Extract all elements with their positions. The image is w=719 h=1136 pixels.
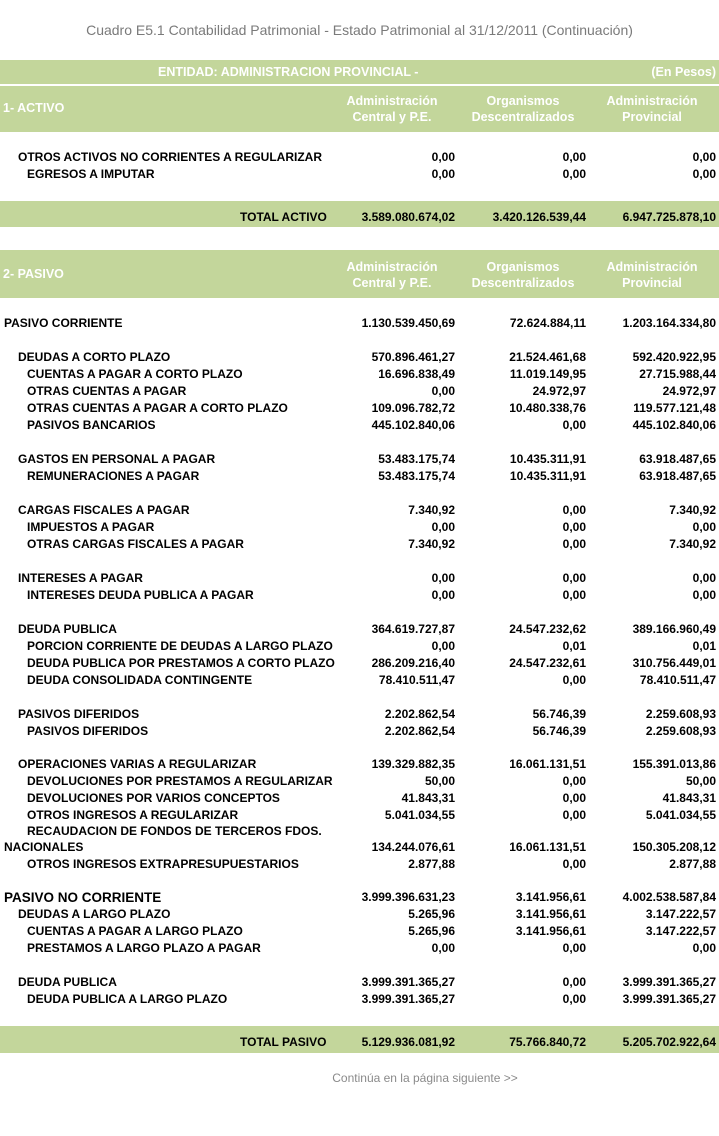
value-provincial: 0,00 (692, 167, 716, 181)
value-central: 41.843,31 (401, 791, 455, 805)
value-provincial: 3.147.222,57 (645, 924, 716, 938)
value-descentralizados: 0,00 (562, 537, 586, 551)
value-descentralizados: 24.972,97 (532, 384, 586, 398)
row-label: GASTOS EN PERSONAL A PAGAR (18, 452, 216, 466)
total-activo-provincial: 6.947.725.878,10 (622, 210, 716, 224)
value-provincial: 3.999.391.365,27 (622, 975, 716, 989)
value-provincial: 3.147.222,57 (645, 907, 716, 921)
table-row (0, 756, 719, 773)
table-row (0, 790, 719, 807)
value-central: 5.265,96 (408, 907, 455, 921)
row-label: PASIVOS BANCARIOS (27, 418, 156, 432)
value-descentralizados: 24.547.232,61 (509, 656, 586, 670)
value-provincial: 0,01 (692, 639, 716, 653)
value-provincial: 155.391.013,86 (632, 757, 716, 771)
activo-section-title: 1- ACTIVO (3, 101, 65, 115)
value-central: 50,00 (424, 774, 455, 788)
row-label: IMPUESTOS A PAGAR (27, 520, 155, 534)
table-row (0, 502, 719, 519)
row-label: OTROS INGRESOS A REGULARIZAR (27, 808, 239, 822)
table-row (0, 587, 719, 604)
value-provincial: 7.340,92 (669, 537, 716, 551)
value-descentralizados: 72.624.884,11 (509, 316, 586, 330)
column-header-central: Administración Central y P.E. (346, 260, 438, 290)
total-pasivo-central: 5.129.936.081,92 (361, 1035, 455, 1049)
value-central: 5.265,96 (408, 924, 455, 938)
table-row (0, 923, 719, 940)
value-provincial: 2.259.608,93 (645, 707, 716, 721)
table-row (0, 366, 719, 383)
row-label: DEUDA PUBLICA A LARGO PLAZO (27, 992, 228, 1006)
row-label: PASIVO NO CORRIENTE (4, 890, 162, 905)
total-pasivo-row (0, 1026, 719, 1053)
table-row (0, 839, 719, 856)
row-label: CUENTAS A PAGAR A CORTO PLAZO (27, 367, 243, 381)
value-provincial: 0,00 (692, 571, 716, 585)
value-provincial: 63.918.487,65 (639, 469, 716, 483)
value-central: 0,00 (431, 588, 455, 602)
value-descentralizados: 0,00 (562, 673, 586, 687)
value-central: 7.340,92 (408, 503, 455, 517)
pasivo-section-title: 2- PASIVO (3, 267, 64, 281)
value-central: 7.340,92 (408, 537, 455, 551)
value-descentralizados: 56.746,39 (532, 724, 586, 738)
value-central: 3.999.391.365,27 (361, 992, 455, 1006)
table-row (0, 906, 719, 923)
entity-name: ENTIDAD: ADMINISTRACION PROVINCIAL - (158, 65, 419, 79)
row-label: OTRAS CUENTAS A PAGAR A CORTO PLAZO (27, 401, 288, 415)
value-provincial: 7.340,92 (669, 503, 716, 517)
value-provincial: 0,00 (692, 150, 716, 164)
value-central: 53.483.175,74 (378, 469, 455, 483)
value-provincial: 389.166.960,49 (632, 622, 716, 636)
row-label: PASIVOS DIFERIDOS (18, 707, 140, 721)
table-row (0, 417, 719, 434)
value-provincial: 0,00 (692, 588, 716, 602)
value-provincial: 1.203.164.334,80 (622, 316, 716, 330)
table-row (0, 451, 719, 468)
table-row (0, 621, 719, 638)
value-provincial: 2.877,88 (669, 857, 716, 871)
table-row (0, 149, 719, 166)
value-descentralizados: 0,00 (562, 791, 586, 805)
total-activo-label: TOTAL ACTIVO (240, 210, 327, 224)
row-label: DEVOLUCIONES POR PRESTAMOS A REGULARIZAR (27, 774, 333, 788)
value-provincial: 5.041.034,55 (645, 808, 716, 822)
row-label: EGRESOS A IMPUTAR (27, 167, 155, 181)
row-label: INTERESES DEUDA PUBLICA A PAGAR (27, 588, 254, 602)
row-label: CUENTAS A PAGAR A LARGO PLAZO (27, 924, 243, 938)
total-activo-row (0, 201, 719, 227)
row-label: CARGAS FISCALES A PAGAR (18, 503, 190, 517)
value-descentralizados: 0,00 (562, 975, 586, 989)
value-central: 16.696.838,49 (378, 367, 455, 381)
row-label: DEVOLUCIONES POR VARIOS CONCEPTOS (27, 791, 280, 805)
table-row (0, 400, 719, 417)
table-row (0, 655, 719, 672)
entity-header-band (0, 60, 719, 84)
table-row (0, 807, 719, 824)
row-label: PORCION CORRIENTE DE DEUDAS A LARGO PLAZO (27, 639, 333, 653)
row-label: NACIONALES (4, 840, 84, 854)
row-label: PASIVO CORRIENTE (4, 316, 123, 330)
table-row (0, 383, 719, 400)
value-central: 139.329.882,35 (371, 757, 455, 771)
value-central: 570.896.461,27 (371, 350, 455, 364)
total-pasivo-descentralizados: 75.766.840,72 (509, 1035, 586, 1049)
value-descentralizados: 0,00 (562, 774, 586, 788)
row-label: REMUNERACIONES A PAGAR (27, 469, 200, 483)
row-label: OTRAS CARGAS FISCALES A PAGAR (27, 537, 244, 551)
table-row (0, 974, 719, 991)
value-central: 3.999.391.365,27 (361, 975, 455, 989)
table-row (0, 940, 719, 957)
value-provincial: 27.715.988,44 (639, 367, 716, 381)
row-label: INTERESES A PAGAR (18, 571, 143, 585)
value-provincial: 310.756.449,01 (632, 656, 716, 670)
value-provincial: 592.420.922,95 (632, 350, 716, 364)
value-provincial: 119.577.121,48 (633, 401, 716, 415)
value-central: 109.096.782,72 (371, 401, 455, 415)
pasivo-header-band (0, 250, 719, 298)
table-row (0, 723, 719, 740)
column-header-central: Administración Central y P.E. (346, 94, 438, 124)
value-central: 0,00 (431, 384, 455, 398)
table-row (0, 638, 719, 655)
value-central: 78.410.511,47 (378, 673, 455, 687)
row-label: RECAUDACION DE FONDOS DE TERCEROS FDOS. (27, 824, 322, 838)
value-descentralizados: 0,00 (562, 808, 586, 822)
total-pasivo-provincial: 5.205.702.922,64 (622, 1035, 716, 1049)
value-provincial: 50,00 (685, 774, 716, 788)
total-activo-descentralizados: 3.420.126.539,44 (492, 210, 586, 224)
value-descentralizados: 11.019.149,95 (509, 367, 586, 381)
value-descentralizados: 56.746,39 (532, 707, 586, 721)
table-row (0, 706, 719, 723)
value-central: 0,00 (431, 639, 455, 653)
value-central: 134.244.076,61 (371, 840, 455, 854)
value-central: 2.202.862,54 (384, 707, 455, 721)
value-provincial: 3.999.391.365,27 (622, 992, 716, 1006)
row-label: OTROS INGRESOS EXTRAPRESUPUESTARIOS (27, 857, 299, 871)
row-label: OTROS ACTIVOS NO CORRIENTES A REGULARIZAR (18, 150, 323, 164)
value-descentralizados: 3.141.956,61 (515, 890, 586, 904)
value-provincial: 78.410.511,47 (639, 673, 716, 687)
value-descentralizados: 0,00 (562, 167, 586, 181)
value-central: 286.209.216,40 (371, 656, 455, 670)
value-provincial: 0,00 (692, 941, 716, 955)
column-header-descentralizados: Organismos Descentralizados (471, 94, 575, 124)
value-descentralizados: 0,00 (562, 571, 586, 585)
table-row (0, 536, 719, 553)
value-descentralizados: 0,00 (562, 588, 586, 602)
value-provincial: 41.843,31 (662, 791, 716, 805)
value-provincial: 0,00 (692, 520, 716, 534)
currency-note: (En Pesos) (651, 65, 716, 79)
value-descentralizados: 3.141.956,61 (515, 907, 586, 921)
value-central: 3.999.396.631,23 (361, 890, 455, 904)
column-header-provincial: Administración Provincial (606, 94, 698, 124)
page-title: Cuadro E5.1 Contabilidad Patrimonial - Estado Patrimonial al 31/12/2011 (Continuación) (86, 22, 633, 38)
value-descentralizados: 0,00 (562, 150, 586, 164)
row-label: PRESTAMOS A LARGO PLAZO A PAGAR (27, 941, 261, 955)
value-central: 2.877,88 (408, 857, 455, 871)
value-descentralizados: 0,00 (562, 520, 586, 534)
value-descentralizados: 10.435.311,91 (509, 469, 586, 483)
column-header-provincial: Administración Provincial (606, 260, 698, 290)
row-label: OTRAS CUENTAS A PAGAR (27, 384, 187, 398)
value-descentralizados: 0,01 (562, 639, 586, 653)
activo-header-band (0, 86, 719, 132)
table-row (0, 823, 719, 840)
value-central: 2.202.862,54 (384, 724, 455, 738)
total-activo-central: 3.589.080.674,02 (361, 210, 455, 224)
table-row (0, 349, 719, 366)
row-label: DEUDA PUBLICA (18, 622, 117, 636)
value-central: 1.130.539.450,69 (361, 316, 455, 330)
row-label: DEUDAS A CORTO PLAZO (18, 350, 171, 364)
value-descentralizados: 24.547.232,62 (509, 622, 586, 636)
value-descentralizados: 16.061.131,51 (509, 840, 586, 854)
table-row (0, 856, 719, 873)
total-pasivo-label: TOTAL PASIVO (240, 1035, 327, 1049)
table-row (0, 570, 719, 587)
table-row (0, 991, 719, 1008)
value-provincial: 2.259.608,93 (645, 724, 716, 738)
row-label: PASIVOS DIFERIDOS (27, 724, 149, 738)
value-descentralizados: 0,00 (562, 857, 586, 871)
value-central: 0,00 (431, 150, 455, 164)
value-descentralizados: 3.141.956,61 (515, 924, 586, 938)
value-descentralizados: 16.061.131,51 (509, 757, 586, 771)
value-descentralizados: 10.480.338,76 (509, 401, 586, 415)
value-central: 364.619.727,87 (371, 622, 455, 636)
value-descentralizados: 0,00 (562, 992, 586, 1006)
table-row (0, 166, 719, 183)
value-central: 0,00 (431, 167, 455, 181)
value-provincial: 4.002.538.587,84 (622, 890, 716, 904)
table-row (0, 468, 719, 485)
value-central: 53.483.175,74 (378, 452, 455, 466)
value-descentralizados: 21.524.461,68 (509, 350, 586, 364)
row-label: DEUDAS A LARGO PLAZO (18, 907, 171, 921)
value-central: 0,00 (431, 941, 455, 955)
table-row (0, 519, 719, 536)
table-row (0, 773, 719, 790)
table-row (0, 889, 719, 906)
value-central: 0,00 (431, 571, 455, 585)
value-central: 0,00 (431, 520, 455, 534)
table-row (0, 672, 719, 689)
value-descentralizados: 0,00 (562, 503, 586, 517)
value-provincial: 63.918.487,65 (639, 452, 716, 466)
value-central: 445.102.840,06 (371, 418, 455, 432)
row-label: OPERACIONES VARIAS A REGULARIZAR (18, 757, 257, 771)
row-label: DEUDA CONSOLIDADA CONTINGENTE (27, 673, 253, 687)
value-central: 5.041.034,55 (384, 808, 455, 822)
table-row (0, 315, 719, 332)
row-label: DEUDA PUBLICA (18, 975, 117, 989)
continuation-note: Continúa en la página siguiente >> (332, 1071, 518, 1085)
value-provincial: 150.305.208,12 (632, 840, 716, 854)
value-provincial: 445.102.840,06 (632, 418, 716, 432)
column-header-descentralizados: Organismos Descentralizados (471, 260, 575, 290)
value-provincial: 24.972,97 (662, 384, 716, 398)
value-descentralizados: 10.435.311,91 (509, 452, 586, 466)
value-descentralizados: 0,00 (562, 941, 586, 955)
row-label: DEUDA PUBLICA POR PRESTAMOS A CORTO PLAZO (27, 656, 335, 670)
value-descentralizados: 0,00 (562, 418, 586, 432)
